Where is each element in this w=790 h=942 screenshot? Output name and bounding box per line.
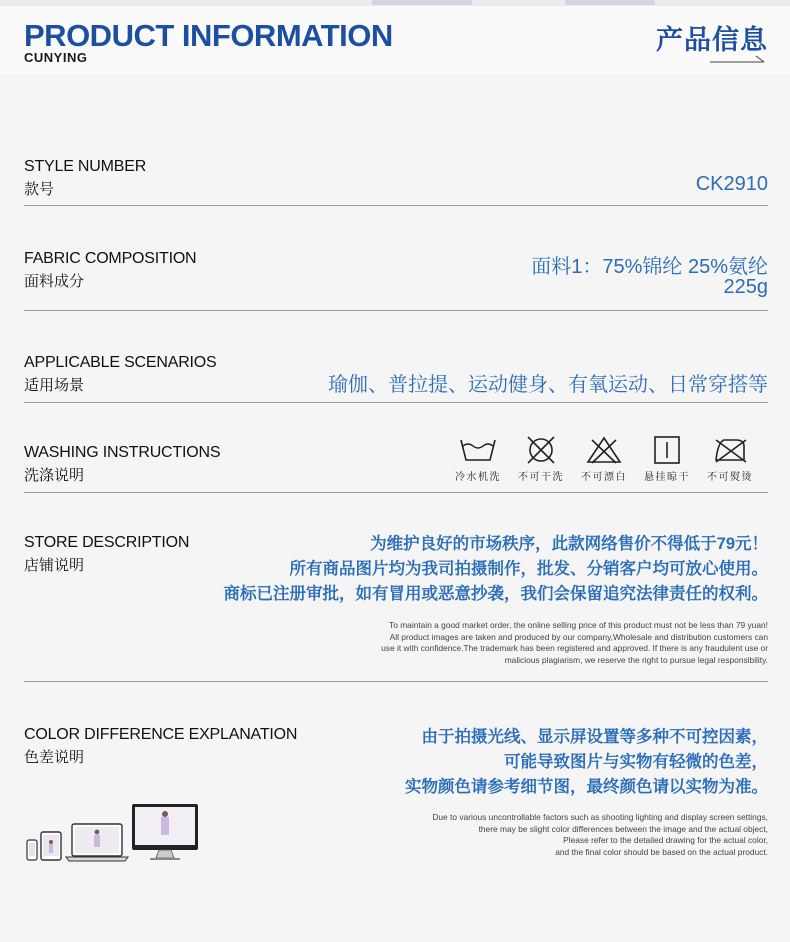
- brand-name: CUNYING: [24, 50, 88, 65]
- wash-label: 不可熨烫: [707, 472, 753, 483]
- color-line: 由于拍摄光线、显示屏设置等多种不可控因素，: [421, 728, 768, 746]
- divider: [24, 310, 768, 311]
- color-text-cn: [405, 725, 768, 800]
- wash-label: 冷水机洗: [455, 472, 501, 483]
- wash-label: 不可漂白: [581, 472, 627, 483]
- scenarios-row: [24, 352, 768, 396]
- no-iron-icon: [710, 436, 750, 464]
- fabric-label-en: FABRIC COMPOSITION: [24, 250, 197, 267]
- fabric-label-cn: 面料成分: [24, 273, 85, 290]
- washing-label-en: WASHING INSTRUCTIONS: [24, 444, 221, 461]
- divider: [24, 681, 768, 682]
- color-en-line: there may be slight color differences between the image and the actual object,: [478, 823, 768, 834]
- color-en-line: Please refer to the detailed drawing for the actual color,: [563, 835, 768, 846]
- color-label-en: COLOR DIFFERENCE EXPLANATION: [24, 726, 298, 743]
- color-en-line: and the final color should be based on the actual product.: [555, 846, 768, 857]
- style-number-value: CK2910: [695, 173, 768, 195]
- hang-dry-icon: [647, 436, 687, 464]
- no-dry-clean-icon: [521, 436, 561, 464]
- scenarios-label-cn: 适用场景: [24, 377, 85, 394]
- devices-illustration: [26, 802, 201, 862]
- scenarios-label-en: APPLICABLE SCENARIOS: [24, 354, 217, 371]
- page-title-cn: 产品信息: [656, 25, 768, 55]
- wash-label: 悬挂晾干: [644, 472, 690, 483]
- store-en-line: use it with confidence.The trademark has been registered and approved. If there is any fraudulent use or: [381, 643, 768, 654]
- wash-item: [637, 436, 697, 483]
- washing-label-cn: 洗涤说明: [24, 467, 85, 484]
- store-en-line: All product images are taken and produced by our company,Wholesale and distribution customers can: [389, 631, 768, 642]
- store-en-line: malicious plagiarism, we reserve the right to pursue legal responsibility.: [504, 654, 768, 665]
- divider: [24, 492, 768, 493]
- wash-item: [448, 436, 508, 483]
- wash-item: [511, 436, 571, 483]
- page-title: PRODUCT INFORMATION: [24, 18, 393, 53]
- washing-icons: [448, 436, 768, 486]
- store-en-line: To maintain a good market order, the online selling price of this product must not be less than 79 yuan!: [389, 620, 768, 630]
- color-text-en: [432, 812, 768, 858]
- color-label-cn: 色差说明: [24, 749, 85, 766]
- divider: [24, 402, 768, 403]
- wash-label: 不可干洗: [518, 472, 564, 483]
- color-line: 实物颜色请参考细节图，最终颜色请以实物为准。: [405, 778, 768, 796]
- style-number-label-cn: 款号: [24, 181, 55, 198]
- fabric-weight: 225g: [723, 276, 768, 298]
- style-number-row: [24, 156, 768, 206]
- washing-row: [24, 436, 768, 488]
- arrow-icon: [710, 54, 766, 64]
- fabric-value: 面料1：75%锦纶 25%氨纶: [531, 256, 768, 278]
- wash-item: [574, 436, 634, 483]
- wash-item: [700, 436, 760, 483]
- page-header: [0, 6, 790, 74]
- cold-water-wash-icon: [458, 436, 498, 464]
- store-row: [24, 532, 768, 672]
- store-text-en: [381, 620, 768, 666]
- fabric-row: [24, 248, 768, 308]
- store-label-cn: 店铺说明: [24, 557, 85, 574]
- color-line: 可能导致图片与实物有轻微的色差，: [504, 753, 768, 771]
- store-line: 商标已注册审批，如有冒用或恶意抄袭，我们会保留追究法律责任的权利。: [223, 585, 768, 603]
- store-label-en: STORE DESCRIPTION: [24, 534, 190, 551]
- style-number-label-en: STYLE NUMBER: [24, 158, 147, 175]
- store-line: 所有商品图片均为我司拍摄制作，批发、分销客户均可放心使用。: [289, 560, 768, 578]
- no-bleach-icon: [584, 436, 624, 464]
- divider: [24, 205, 768, 206]
- store-line: 为维护良好的市场秩序，此款网络售价不得低于79元！: [370, 535, 768, 553]
- color-en-line: Due to various uncontrollable factors such as shooting lighting and display screen settings,: [432, 812, 768, 822]
- scenarios-value: 瑜伽、普拉提、运动健身、有氧运动、日常穿搭等: [328, 374, 768, 396]
- store-text-cn: [224, 532, 769, 607]
